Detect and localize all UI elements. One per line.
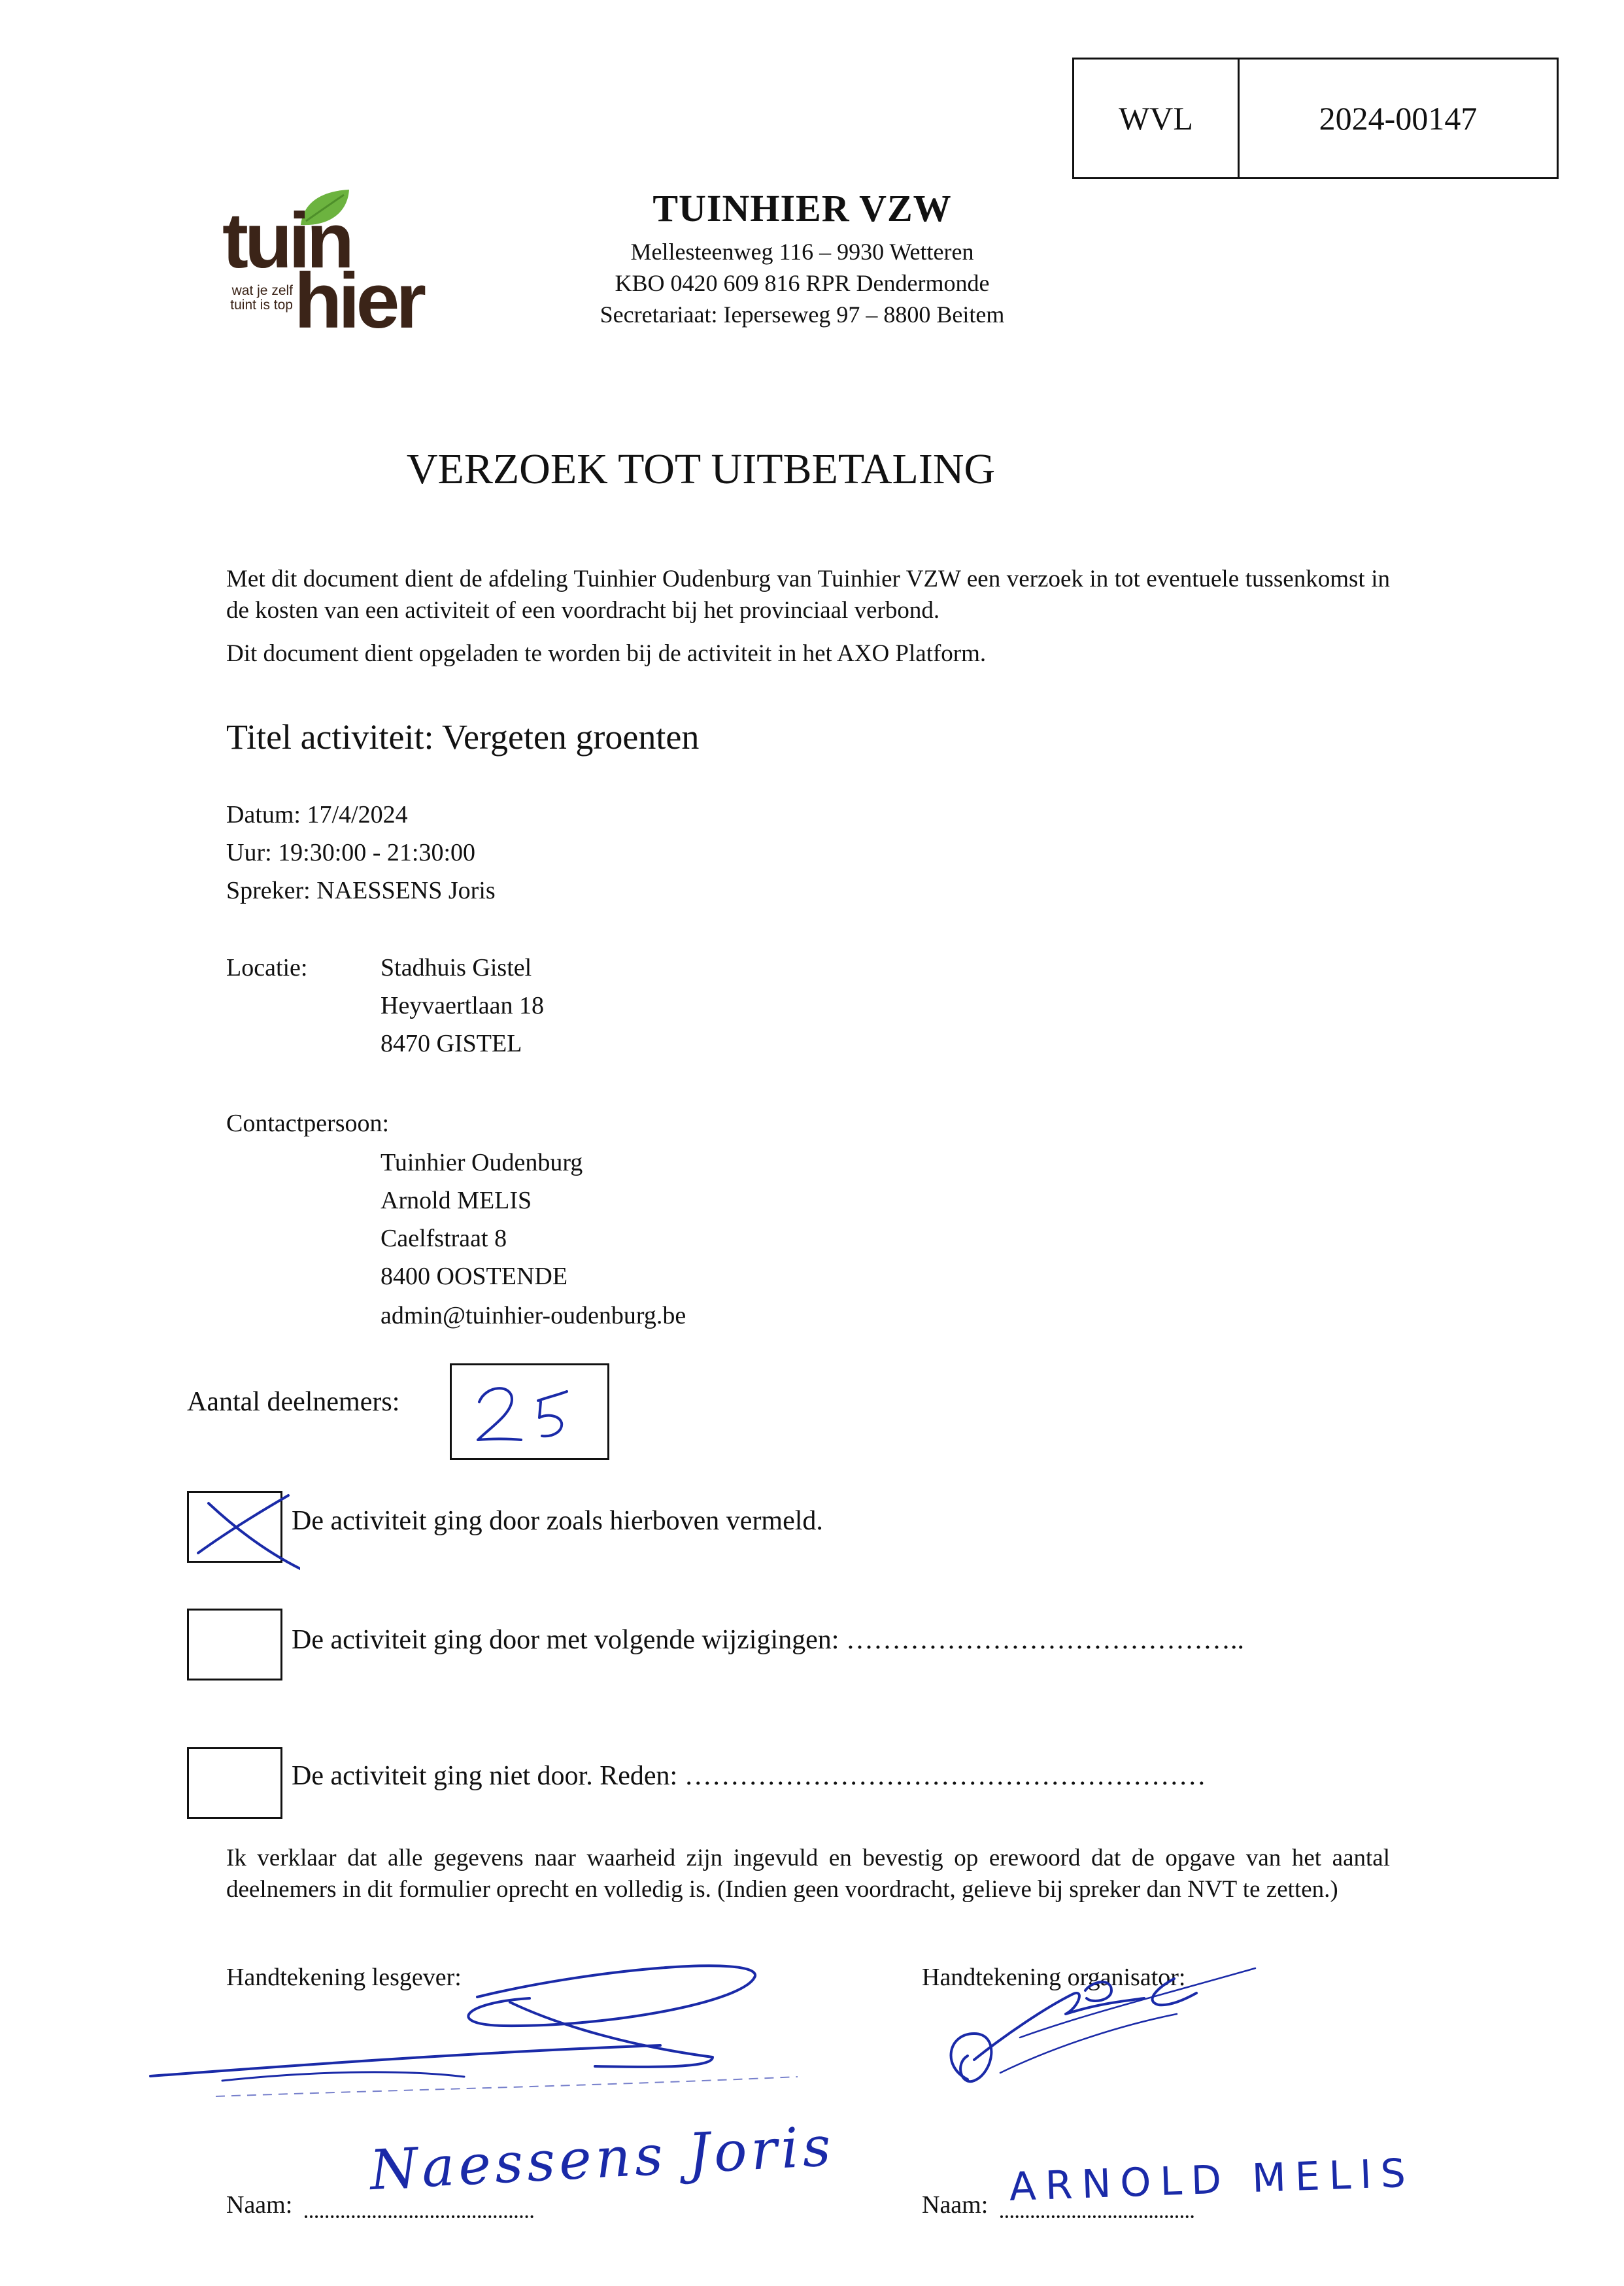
- contact-line: Tuinhier Oudenburg: [381, 1149, 583, 1176]
- checkbox-as-planned[interactable]: [187, 1491, 282, 1563]
- checkbox-not-held[interactable]: [187, 1747, 282, 1819]
- location-label: Locatie:: [226, 954, 308, 981]
- option-label: De activiteit ging door zoals hierboven vermeld.: [292, 1506, 823, 1536]
- contact-email: admin@tuinhier-oudenburg.be: [381, 1302, 686, 1329]
- organizer-signature: [915, 1936, 1281, 2119]
- checkbox-with-changes[interactable]: [187, 1609, 282, 1680]
- teacher-signature: [137, 1942, 817, 2119]
- teacher-signature-label: Handtekening lesgever:: [226, 1964, 462, 1991]
- option-label: De activiteit ging door met volgende wijzigingen: ……………………………………..: [292, 1625, 1244, 1655]
- logo-wordmark-bottom: hier: [294, 257, 423, 345]
- org-address: Mellesteenweg 116 – 9930 Wetteren: [630, 239, 974, 265]
- handwritten-check-mark: [189, 1493, 300, 1578]
- teacher-name-handwritten: Naessens Joris: [368, 2113, 836, 2203]
- activity-date: Datum: 17/4/2024: [226, 801, 408, 828]
- org-name: TUINHIER VZW: [652, 187, 952, 230]
- organizer-signature-label: Handtekening organisator:: [922, 1964, 1186, 1991]
- option-label: De activiteit ging niet door. Reden: …………………………………………………: [292, 1761, 1206, 1791]
- intro-paragraph-1: Met dit document dient de afdeling Tuinhier Oudenburg van Tuinhier VZW een verzoek in tot eventuele tussenkomst in de kosten van een activiteit of een voordracht bij het provinciaal verbond.: [226, 566, 1390, 624]
- contact-line: Caelfstraat 8: [381, 1225, 507, 1252]
- declaration-text: Ik verklaar dat alle gegevens naar waarheid zijn ingevuld en bevestig op erewoord dat de opgave van het aantal deelnemers in dit formulier oprecht en volledig is. (Indien geen voordracht, gelieve bij spreker dan NVT te zetten.): [226, 1845, 1390, 1903]
- location-line: Stadhuis Gistel: [381, 954, 532, 981]
- activity-title: Titel activiteit: Vergeten groenten: [226, 717, 700, 757]
- participants-label: Aantal deelnemers:: [187, 1387, 400, 1417]
- intro-text: [226, 564, 1390, 670]
- reference-number: 2024-00147: [1319, 100, 1478, 137]
- org-kbo: KBO 0420 609 816 RPR Dendermonde: [615, 270, 990, 296]
- activity-time: Uur: 19:30:00 - 21:30:00: [226, 839, 476, 866]
- contact-label: Contactpersoon:: [226, 1110, 390, 1137]
- reference-region: WVL: [1074, 60, 1240, 177]
- logo-wordmark-top: tuin: [222, 197, 350, 284]
- participants-box[interactable]: [450, 1363, 609, 1460]
- contact-line: Arnold MELIS: [381, 1187, 532, 1214]
- location-line: 8470 GISTEL: [381, 1030, 522, 1057]
- intro-paragraph-2: Dit document dient opgeladen te worden bij de activiteit in het AXO Platform.: [226, 640, 987, 667]
- organizer-name-label: Naam:: [922, 2191, 989, 2219]
- organizer-name-handwritten: ARNOLD MELIS: [1008, 2150, 1416, 2211]
- tuinhier-logo: [216, 188, 438, 345]
- reference-box: [1072, 58, 1559, 179]
- activity-speaker: Spreker: NAESSENS Joris: [226, 877, 496, 904]
- document-title: VERZOEK TOT UITBETALING: [406, 445, 996, 493]
- contact-line: 8400 OOSTENDE: [381, 1263, 568, 1290]
- handwritten-participants-count: [452, 1365, 607, 1458]
- org-secretariat: Secretariaat: Ieperseweg 97 – 8800 Beitem: [600, 301, 1005, 328]
- logo-tagline: wat je zelf tuint is top: [230, 283, 293, 313]
- location-line: Heyvaertlaan 18: [381, 992, 545, 1019]
- teacher-name-label: Naam:: [226, 2191, 293, 2219]
